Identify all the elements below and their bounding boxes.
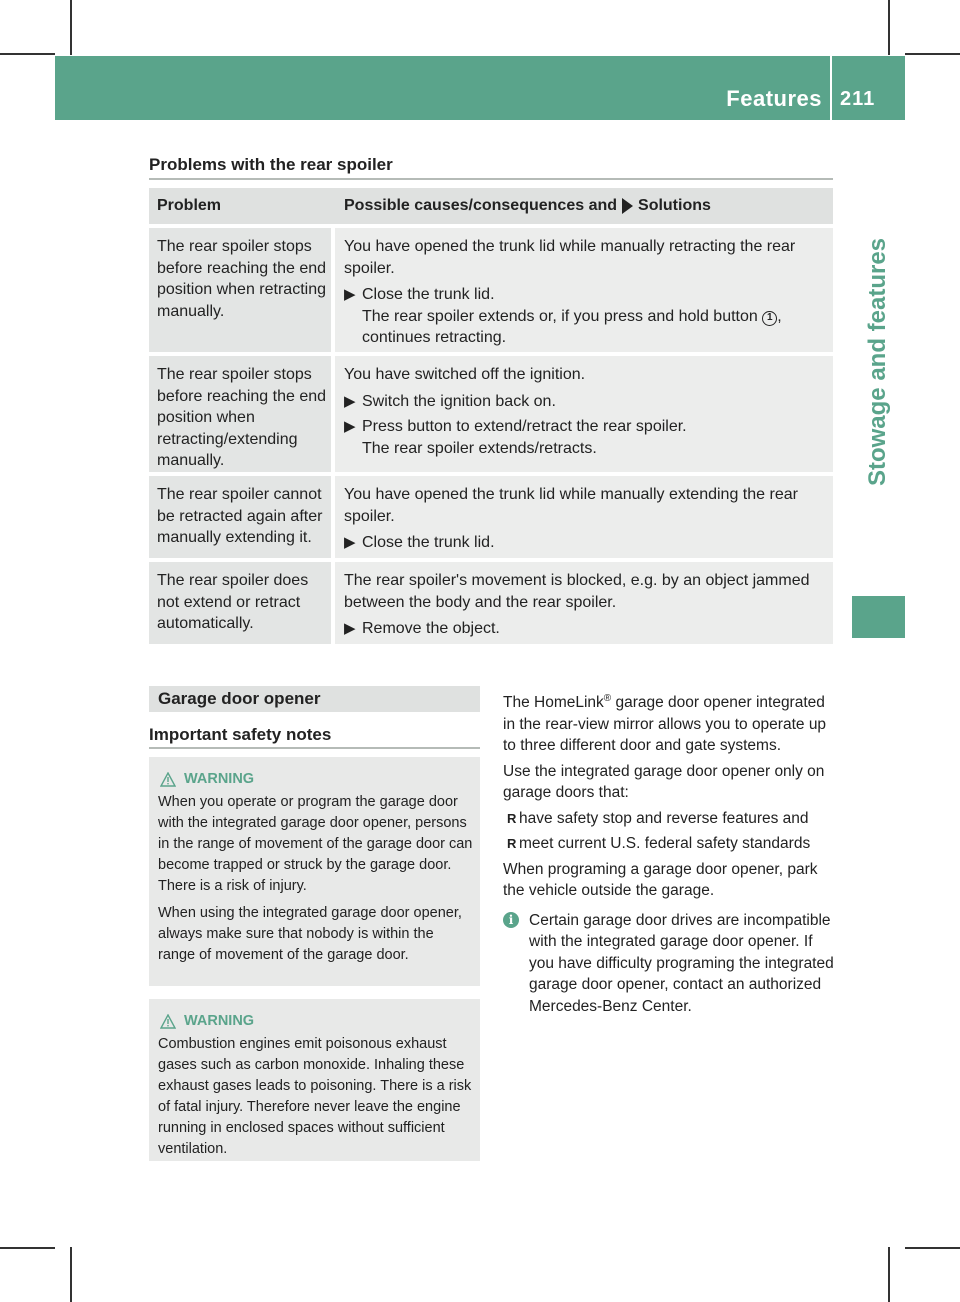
problem-cell: The rear spoiler stops before reaching the end position when retracting/extending manually.: [149, 356, 331, 472]
table-row: [149, 228, 833, 352]
use-text: Use the integrated garage door opener only on garage doors that:: [503, 762, 825, 802]
table-header: [149, 188, 833, 224]
crop-mark: [70, 1247, 72, 1302]
table-row: [149, 476, 833, 558]
warning-text: When using the integrated garage door opener, always make sure that nobody is within the range of movement of the garage door.: [158, 905, 462, 963]
causes-header-text: Possible causes/consequences and: [344, 197, 618, 214]
crop-mark: [888, 0, 890, 55]
step-arrow-icon: ▶: [344, 534, 356, 551]
step-arrow-icon: ▶: [344, 620, 356, 637]
bullet-icon: R: [507, 810, 517, 826]
table-row: [149, 356, 833, 472]
step-note: The rear spoiler extends/retracts.: [362, 439, 597, 457]
info-icon: i: [503, 912, 519, 928]
warning-text: When you operate or program the garage door with the integrated garage door opener, persons in the range of movement of the garage door can become trapped or struck by the garage door. There is a risk of injury.: [158, 794, 473, 894]
warning-triangle-icon: [160, 772, 176, 787]
solution-step: [344, 284, 829, 349]
list-item: R meet current U.S. federal safety standards: [503, 833, 835, 855]
button-1-icon: 1: [762, 311, 777, 326]
solution-step: [344, 391, 829, 413]
divider: [149, 747, 480, 749]
step-arrow-icon: ▶: [344, 286, 356, 303]
solutions-header-text: Solutions: [638, 197, 711, 214]
column-header-problem: Problem: [157, 197, 222, 214]
solution-step: [344, 416, 829, 459]
cause-text: You have switched off the ignition.: [344, 366, 586, 383]
warning-label: WARNING: [184, 771, 255, 787]
header-separator: [830, 56, 832, 120]
safety-notes-heading: Important safety notes: [149, 725, 332, 744]
crop-mark: [0, 1247, 55, 1249]
warning-triangle-icon: [160, 1014, 176, 1029]
info-text: Certain garage door drives are incompatible with the integrated garage door opener. If you have difficulty programing the integrated garage door opener, contact an authorized Mercedes-Benz Center.: [529, 911, 834, 1015]
problems-title: Problems with the rear spoiler: [149, 155, 393, 174]
solution-cell: [335, 356, 833, 472]
problems-table: [149, 188, 833, 648]
step-text: Switch the ignition back on.: [362, 392, 556, 410]
warning-box: [149, 757, 480, 986]
crop-mark: [0, 53, 55, 55]
solution-cell: [335, 562, 833, 644]
step-note: The rear spoiler extends or, if you press and hold button 1 , continues retracting.: [362, 307, 782, 346]
cause-text: You have opened the trunk lid while manually retracting the rear spoiler.: [344, 238, 796, 277]
solution-cell: [335, 228, 833, 352]
solution-step: [344, 532, 829, 554]
problem-cell: The rear spoiler cannot be retracted again after manually extending it.: [149, 476, 331, 558]
crop-mark: [905, 53, 960, 55]
bullet-icon: R: [507, 836, 517, 852]
side-tab: [852, 120, 905, 600]
cause-text: The rear spoiler's movement is blocked, e.g. by an object jammed between the body and the rear spoiler.: [344, 572, 810, 611]
park-text: When programing a garage door opener, park the vehicle outside the garage.: [503, 860, 818, 900]
crop-mark: [905, 1247, 960, 1249]
header-section-title: Features: [726, 86, 822, 111]
step-arrow-icon: ▶: [344, 418, 356, 435]
cause-text: You have opened the trunk lid while manually extending the rear spoiler.: [344, 486, 798, 525]
divider: [149, 178, 833, 180]
warning-label: WARNING: [184, 1013, 255, 1029]
side-tab-marker: [852, 596, 905, 638]
step-text: Remove the object.: [362, 620, 500, 637]
problem-cell: The rear spoiler stops before reaching the end position when retracting manually.: [149, 228, 331, 352]
warning-text: Combustion engines emit poisonous exhaust gases such as carbon monoxide. Inhaling these exhaust gases leads to poisoning. There is a risk of fatal injury. Therefore never leave the engine running in enclosed spaces without sufficient ventilation.: [158, 1036, 472, 1157]
solution-cell: [335, 476, 833, 558]
page-number: 211: [840, 88, 876, 110]
solution-arrow-icon: [622, 198, 633, 214]
list-item: R have safety stop and reverse features and: [503, 808, 835, 830]
crop-mark: [70, 0, 72, 55]
crop-mark: [888, 1247, 890, 1302]
side-tab-label: Stowage and features: [864, 237, 891, 487]
step-arrow-icon: ▶: [344, 392, 356, 410]
garage-description: [503, 688, 835, 1017]
column-header-causes: [331, 188, 833, 224]
intro-text: The HomeLink® garage door opener integrated in the rear-view mirror allows you to operate up to three different door and gate systems.: [503, 693, 827, 755]
garage-door-opener-heading: Garage door opener: [158, 689, 321, 708]
problem-cell: The rear spoiler does not extend or retract automatically.: [149, 562, 331, 644]
info-note: [503, 910, 835, 1018]
step-text: Close the trunk lid.: [362, 534, 495, 551]
table-row: [149, 562, 833, 644]
step-text: Press button to extend/retract the rear spoiler.: [362, 418, 687, 435]
solution-step: [344, 618, 829, 640]
step-text: Close the trunk lid.: [362, 286, 495, 303]
warning-box: [149, 999, 480, 1161]
